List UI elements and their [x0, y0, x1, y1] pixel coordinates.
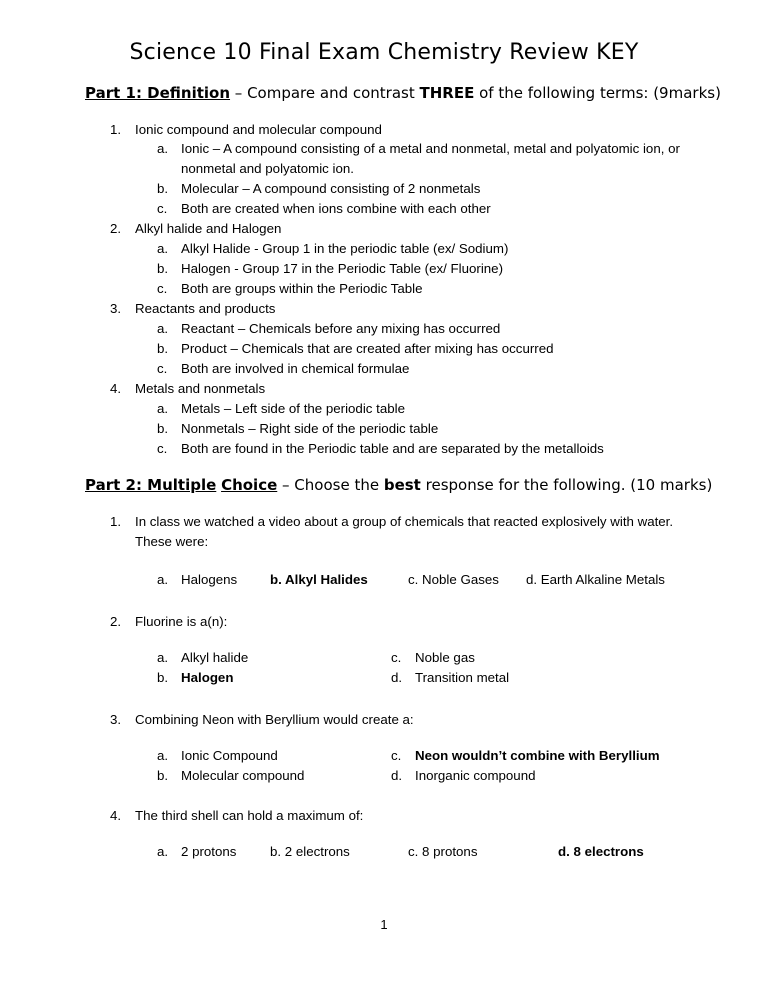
option-d: d. Earth Alkaline Metals: [526, 572, 665, 587]
option-letter: d.: [391, 670, 403, 685]
part1-heading-label: Part 1: Definition: [85, 84, 231, 102]
sub-letter: c.: [157, 201, 168, 216]
option-a: 2 protons: [181, 844, 237, 859]
option-letter: a.: [157, 650, 169, 665]
sub-letter: a.: [157, 141, 169, 156]
page-title: Science 10 Final Exam Chemistry Review KEY: [129, 40, 639, 65]
sub-text: Molecular – A compound consisting of 2 nonmetals: [181, 181, 481, 196]
sub-letter: c.: [157, 361, 168, 376]
option-a: Halogens: [181, 572, 238, 587]
question-text: Combining Neon with Beryllium would create a:: [135, 712, 414, 727]
option-a: Ionic Compound: [181, 748, 278, 763]
page-number: 1: [380, 917, 388, 932]
item-number: 4.: [110, 381, 122, 396]
option-d: Transition metal: [415, 670, 510, 685]
question-text: These were:: [135, 534, 209, 549]
sub-letter: c.: [157, 281, 168, 296]
part2-heading-label: Part 2: Multiple: [85, 476, 217, 494]
part1-heading-emphasis: THREE: [419, 84, 475, 102]
option-c: Noble gas: [415, 650, 475, 665]
sub-letter: b.: [157, 261, 169, 276]
item-title: Reactants and products: [135, 301, 276, 316]
option-letter: c.: [391, 650, 402, 665]
sub-letter: c.: [157, 441, 168, 456]
part1-heading: [85, 84, 721, 102]
sub-text: Alkyl Halide - Group 1 in the periodic table (ex/ Sodium): [181, 241, 509, 256]
option-c: c. 8 protons: [408, 844, 478, 859]
sub-text: Product – Chemicals that are created after mixing has occurred: [181, 341, 554, 356]
sub-text: Both are involved in chemical formulae: [181, 361, 410, 376]
option-letter: c.: [391, 748, 402, 763]
sub-text: Metals – Left side of the periodic table: [181, 401, 405, 416]
question-text: Fluorine is a(n):: [135, 614, 228, 629]
part2-heading-text-a: – Choose the: [277, 476, 384, 494]
sub-letter: b.: [157, 421, 169, 436]
option-b-correct: b. Alkyl Halides: [270, 572, 368, 587]
sub-text: nonmetal and polyatomic ion.: [181, 161, 354, 176]
question-number: 3.: [110, 712, 122, 727]
item-title: Alkyl halide and Halogen: [135, 221, 282, 236]
question-text: The third shell can hold a maximum of:: [135, 808, 364, 823]
sub-text: Both are groups within the Periodic Table: [181, 281, 423, 296]
item-number: 1.: [110, 122, 122, 137]
sub-letter: b.: [157, 181, 169, 196]
part2-heading-text-b: response for the following. (10 marks): [420, 476, 713, 494]
item-number: 3.: [110, 301, 122, 316]
option-letter: b.: [157, 768, 169, 783]
sub-letter: a.: [157, 241, 169, 256]
option-d: Inorganic compound: [415, 768, 536, 783]
sub-text: Nonmetals – Right side of the periodic table: [181, 421, 439, 436]
option-b: b. 2 electrons: [270, 844, 350, 859]
sub-text: Both are found in the Periodic table and are separated by the metalloids: [181, 441, 604, 456]
part2-heading-emphasis: best: [383, 476, 421, 494]
option-b-correct: Halogen: [181, 670, 234, 685]
option-a: Alkyl halide: [181, 650, 249, 665]
sub-letter: b.: [157, 341, 169, 356]
sub-text: Ionic – A compound consisting of a metal and nonmetal, metal and polyatomic ion, or: [181, 141, 680, 156]
option-c: c. Noble Gases: [408, 572, 499, 587]
item-number: 2.: [110, 221, 122, 236]
part1-heading-text-a: – Compare and contrast: [230, 84, 420, 102]
sub-letter: a.: [157, 321, 169, 336]
option-c-correct: Neon wouldn’t combine with Beryllium: [415, 748, 660, 763]
question-text: In class we watched a video about a group of chemicals that reacted explosively with water.: [135, 514, 674, 529]
option-letter: b.: [157, 670, 169, 685]
part2-heading-label-2: Choice: [221, 476, 278, 494]
option-d-correct: d. 8 electrons: [558, 844, 644, 859]
item-title: Ionic compound and molecular compound: [135, 122, 382, 137]
option-b: Molecular compound: [181, 768, 305, 783]
part1-heading-text-b: of the following terms: (9marks): [474, 84, 721, 102]
option-letter: d.: [391, 768, 403, 783]
sub-text: Halogen - Group 17 in the Periodic Table (ex/ Fluorine): [181, 261, 504, 276]
sub-text: Reactant – Chemicals before any mixing has occurred: [181, 321, 501, 336]
option-letter: a.: [157, 572, 169, 587]
question-number: 4.: [110, 808, 122, 823]
part2-heading: [85, 476, 712, 494]
sub-text: Both are created when ions combine with each other: [181, 201, 491, 216]
sub-letter: a.: [157, 401, 169, 416]
question-number: 2.: [110, 614, 122, 629]
option-letter: a.: [157, 844, 169, 859]
item-title: Metals and nonmetals: [135, 381, 266, 396]
option-letter: a.: [157, 748, 169, 763]
question-number: 1.: [110, 514, 122, 529]
